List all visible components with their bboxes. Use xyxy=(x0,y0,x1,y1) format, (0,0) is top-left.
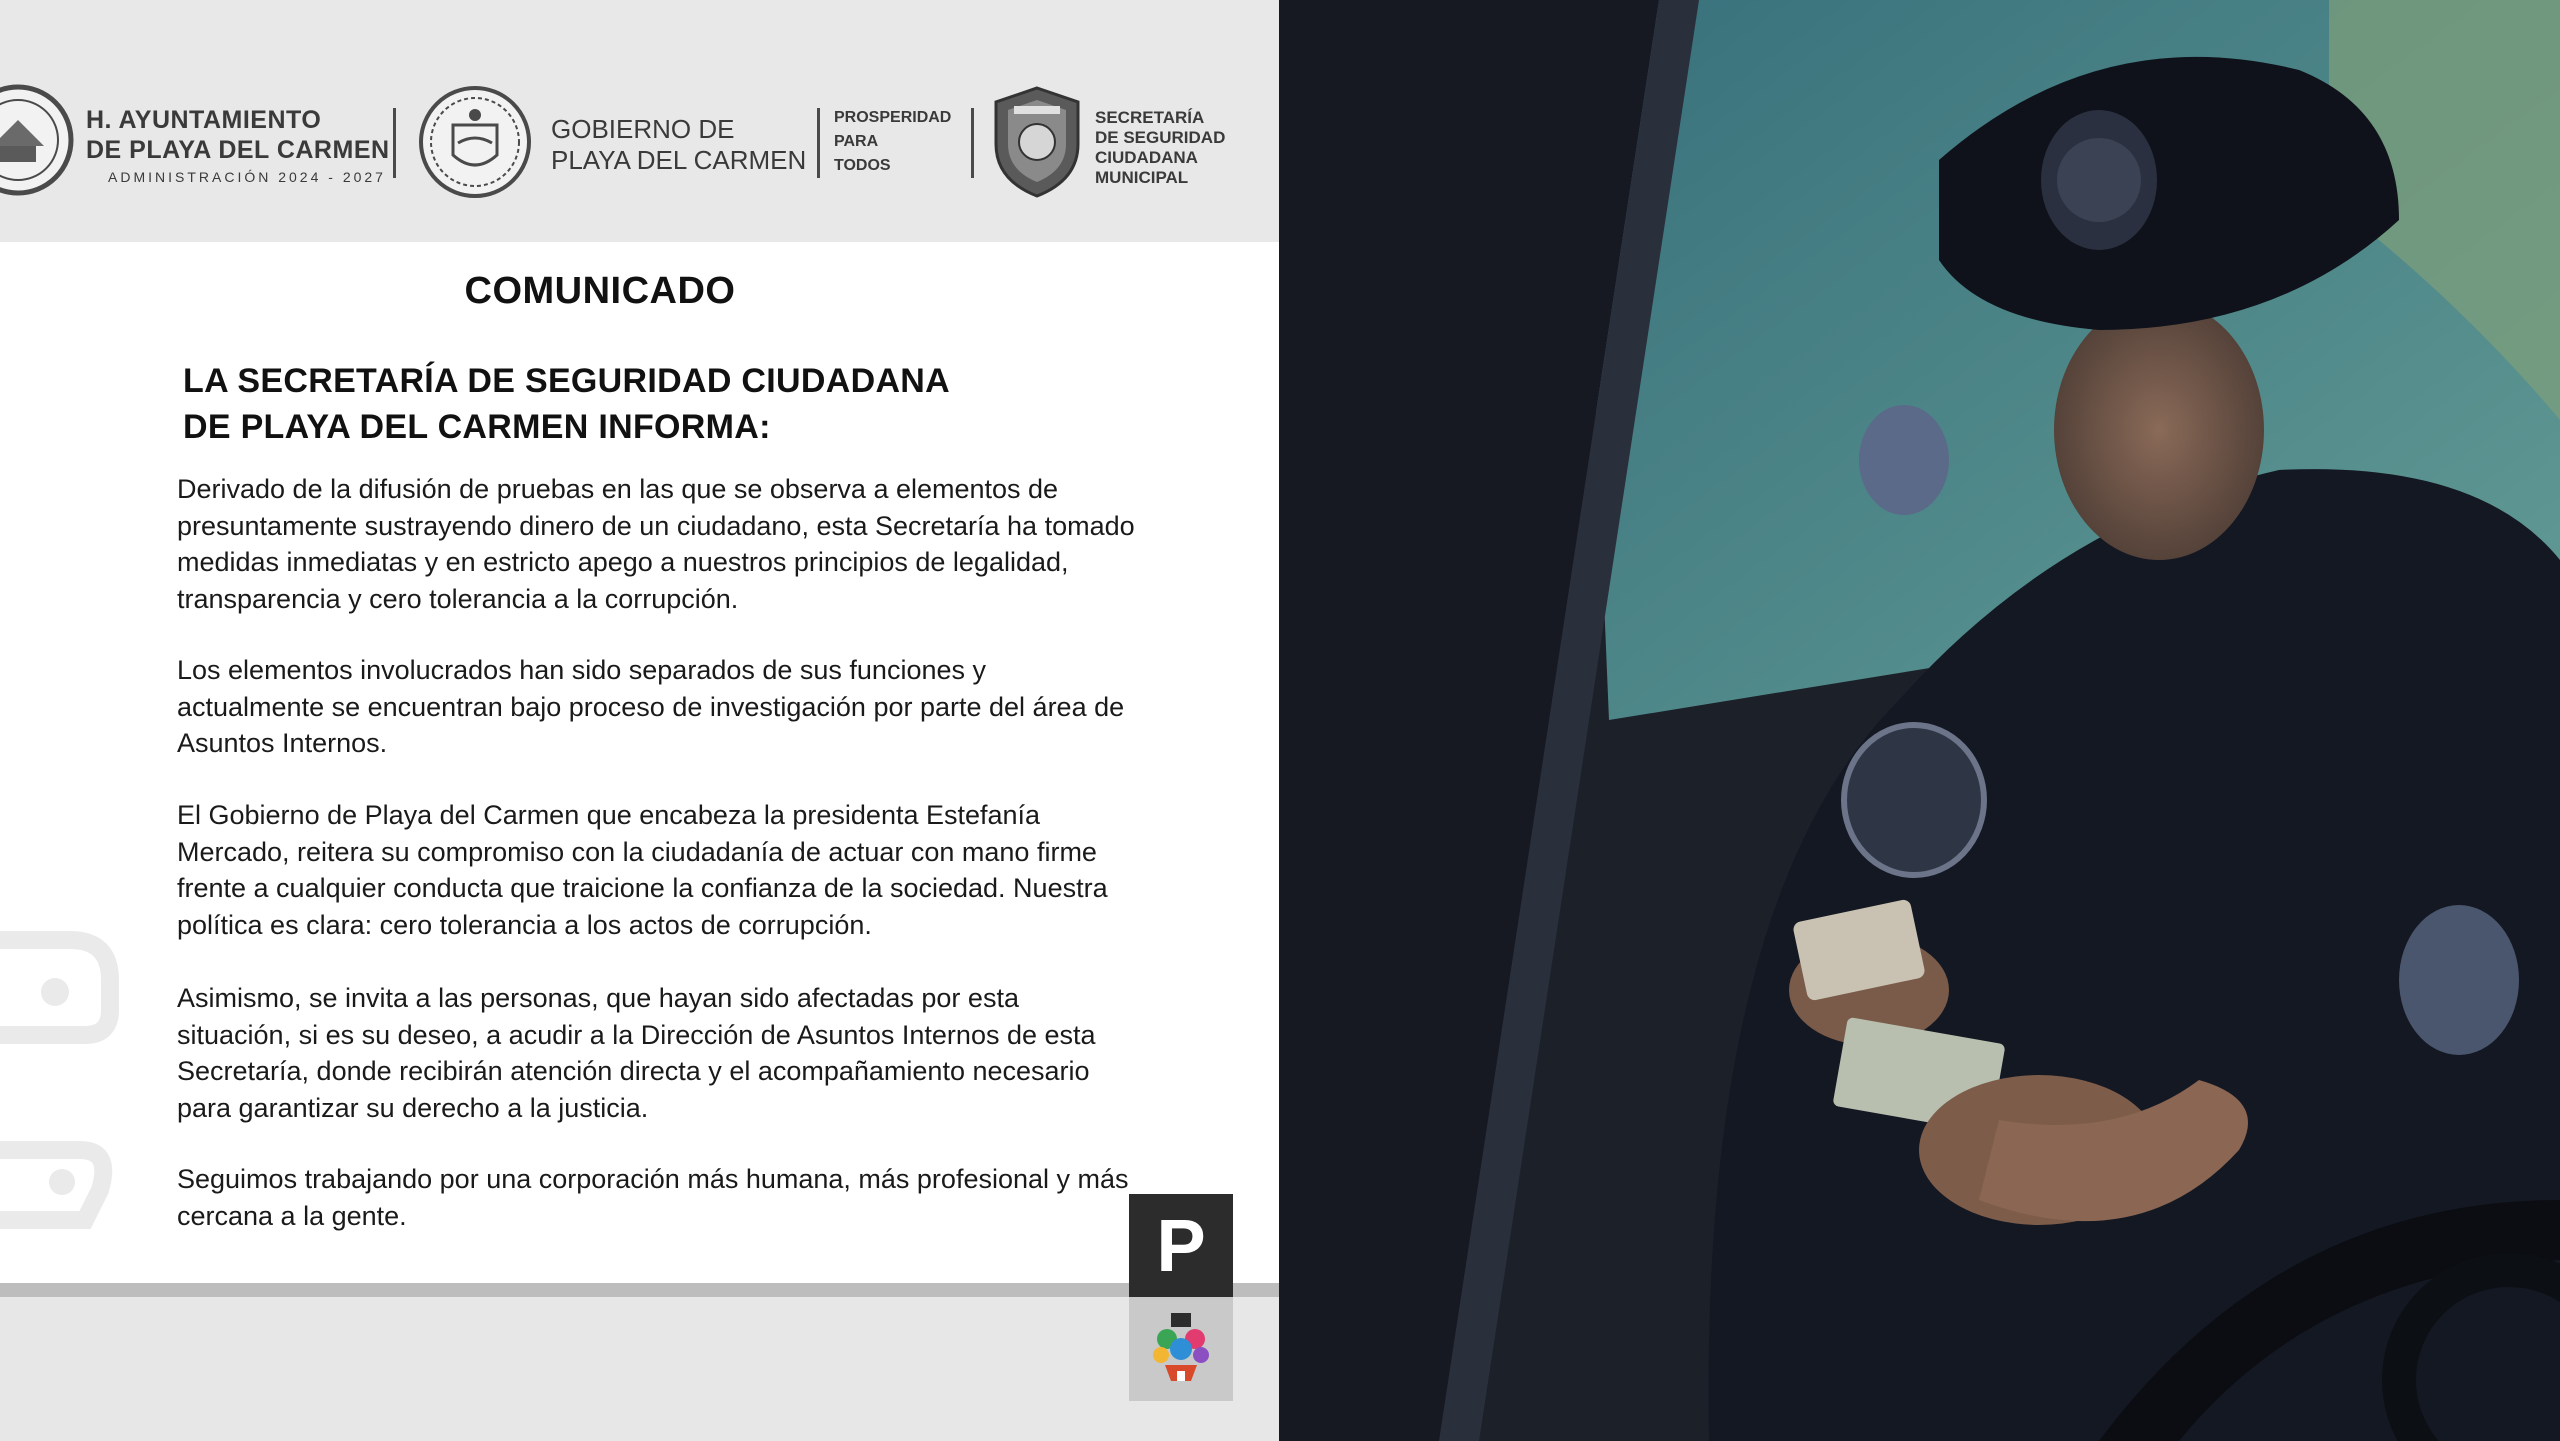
administration-period: ADMINISTRACIÓN 2024 - 2027 xyxy=(108,169,386,185)
prosperidad-line2: PARA xyxy=(834,133,879,150)
prosperidad-line3: TODOS xyxy=(834,157,891,174)
gobierno-line2: PLAYA DEL CARMEN xyxy=(551,145,807,175)
decorative-glyph-icon xyxy=(0,920,130,1265)
secretaria-line2: DE SEGURIDAD xyxy=(1095,128,1226,147)
subtitle-line1: LA SECRETARÍA DE SEGURIDAD CIUDADANA xyxy=(183,362,951,400)
secretaria-line1: SECRETARÍA xyxy=(1095,108,1205,127)
ayuntamiento-line2: DE PLAYA DEL CARMEN xyxy=(86,136,390,164)
header-divider xyxy=(393,108,396,178)
document-title: COMUNICADO xyxy=(464,270,736,312)
secretaria-line4: MUNICIPAL xyxy=(1095,168,1189,187)
institution-header xyxy=(0,0,1279,242)
secretaria-line3: CIUDADANA xyxy=(1095,148,1198,167)
press-release-document xyxy=(0,0,1279,1441)
header-divider xyxy=(971,108,974,178)
p-badge xyxy=(1129,1194,1233,1297)
footer-divider xyxy=(0,1283,1279,1297)
document-subtitle xyxy=(183,358,1133,450)
municipal-emblem-icon xyxy=(1129,1297,1233,1401)
paragraph: Derivado de la difusión de pruebas en las que se observa a elementos de presuntamente sustrayendo dinero de un ciudadano, esta Secretaría ha tomado medidas inmediatas y en estricto apego a nuestros principios de legalidad, transparencia y cero tolerancia a la corrupción. xyxy=(177,474,1135,614)
ayuntamiento-line1: H. AYUNTAMIENTO xyxy=(86,106,322,134)
police-badge-icon xyxy=(992,84,1082,200)
paragraph: Los elementos involucrados han sido separados de sus funciones y actualmente se encuentran bajo proceso de investigación por parte del área de Asuntos Internos. xyxy=(177,655,1125,758)
header-divider xyxy=(817,108,820,178)
p-badge-letter: P xyxy=(1156,1203,1206,1287)
prosperidad-slogan xyxy=(834,106,951,178)
ayuntamiento-seal-icon xyxy=(0,84,74,196)
ayuntamiento-text xyxy=(86,105,390,185)
secretaria-text xyxy=(1095,108,1225,188)
paragraph: El Gobierno de Playa del Carmen que encabeza la presidenta Estefanía Mercado, reitera su compromiso con la ciudadanía de actuar con mano firme frente a cualquier conducta que traicione la confianza de la sociedad. Nuestra política es clara: cero tolerancia a los actos de corrupción. xyxy=(177,800,1108,940)
prosperidad-line1: PROSPERIDAD xyxy=(834,109,952,126)
officer-photo xyxy=(1279,0,2560,1441)
paragraph: Asimismo, se invita a las personas, que hayan sido afectadas por esta situación, si es su deseo, a acudir a la Dirección de Asuntos Internos de esta Secretaría, donde recibirán atención directa y el acompañamiento necesario para garantizar su derecho a la justicia. xyxy=(177,983,1096,1123)
footer-band xyxy=(0,1283,1279,1441)
gobierno-text xyxy=(551,114,806,176)
subtitle-line2: DE PLAYA DEL CARMEN INFORMA: xyxy=(183,408,771,446)
paragraph: Seguimos trabajando por una corporación más humana, más profesional y más cercana a la gente. xyxy=(177,1164,1129,1231)
gobierno-line1: GOBIERNO DE xyxy=(551,114,735,144)
gobierno-seal-icon xyxy=(418,85,532,199)
